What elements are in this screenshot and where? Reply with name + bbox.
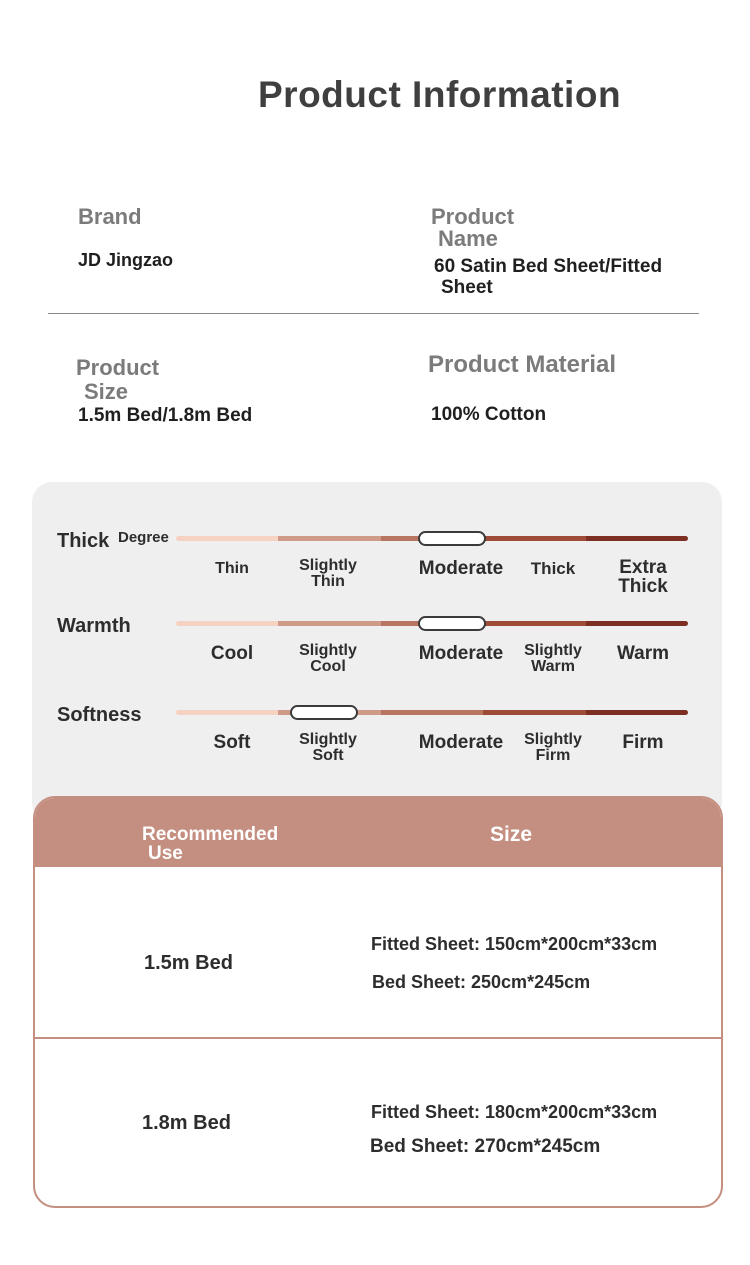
table-row-1-fitted: Fitted Sheet: 150cm*200cm*33cm [371,934,658,954]
header-size: Size [490,823,533,846]
table-row-2-use: 1.8m Bed [142,1112,231,1134]
table-header [35,798,723,867]
rating-tick-2-2 [273,643,383,675]
product-name-value-line2: Sheet [441,277,493,298]
rating-tick-line: Slightly [299,731,357,748]
rating-title-suffix-1: Degree [118,529,169,546]
rating-knob-3[interactable] [290,705,358,720]
product-material-label: Product Material [428,351,617,378]
rating-tick-2-5 [588,644,698,663]
track-segment [176,710,278,715]
product-name-label-line2: Name [438,226,498,251]
rating-tick-1-5 [588,558,698,596]
page-title: Product Information [258,74,622,115]
brand-label: Brand [78,204,142,229]
rating-title-3: Softness [57,704,142,726]
rating-tick-line: Cool [210,643,254,664]
rating-tick-line: Moderate [418,558,504,579]
rating-tick-line: Slightly [524,731,582,748]
brand-value: JD Jingzao [78,250,174,270]
rating-tick-2-1 [177,644,287,663]
rating-tick-line: Thin [215,560,249,577]
product-size-label-line1: Product [76,355,160,380]
rating-tick-3-1 [177,733,287,752]
size-table [33,796,723,1208]
rating-tick-line: Moderate [418,732,504,753]
track-segment [586,621,688,626]
track-segment [381,710,483,715]
table-row-divider [35,1037,723,1039]
table-row-1-use: 1.5m Bed [144,952,233,974]
rating-title-1: Thick [57,530,110,552]
rating-track-3 [176,710,688,715]
rating-tick-line: Slightly [299,642,357,659]
rating-tick-line: Warm [531,658,575,675]
header-recommended-use-line2: Use [148,843,183,864]
track-segment [176,536,278,541]
track-segment [586,710,688,715]
rating-tick-line: Firm [622,732,664,753]
track-segment [176,621,278,626]
rating-tick-3-5 [588,733,698,752]
track-segment [278,536,380,541]
track-segment [483,536,585,541]
rating-tick-line: Thin [311,573,345,590]
rating-tick-line: Thick [618,576,668,597]
rating-tick-line: Slightly [299,557,357,574]
rating-tick-1-2 [273,558,383,590]
rating-tick-line: Slightly [524,642,582,659]
product-name-value-line1: 60 Satin Bed Sheet/Fitted [434,256,663,277]
table-row-1-sheet: Bed Sheet: 250cm*245cm [372,972,591,992]
track-segment [483,621,585,626]
rating-tick-1-1 [177,559,287,578]
rating-tick-line: Firm [535,747,571,764]
table-row-2-fitted: Fitted Sheet: 180cm*200cm*33cm [371,1102,658,1122]
rating-knob-1[interactable] [418,531,486,546]
rating-title-2: Warmth [57,615,131,637]
header-recommended-use-line1: Recommended [142,824,279,845]
product-size-value: 1.5m Bed/1.8m Bed [78,405,253,426]
rating-tick-line: Moderate [418,643,504,664]
product-material-value: 100% Cotton [431,404,547,425]
rating-tick-line: Thick [530,559,576,578]
section-divider [48,313,699,314]
rating-tick-3-2 [273,732,383,764]
rating-tick-line: Soft [213,732,251,753]
track-segment [483,710,585,715]
table-row-2-sheet: Bed Sheet: 270cm*245cm [370,1136,601,1157]
product-size-label-line2: Size [84,379,129,404]
rating-tick-line: Warm [616,643,670,664]
rating-tick-line: Soft [312,747,344,764]
product-name-label-line1: Product [431,204,515,229]
rating-knob-2[interactable] [418,616,486,631]
track-segment [586,536,688,541]
track-segment [278,621,380,626]
rating-tick-line: Cool [310,658,346,675]
rating-tick-line: Extra [619,557,667,578]
